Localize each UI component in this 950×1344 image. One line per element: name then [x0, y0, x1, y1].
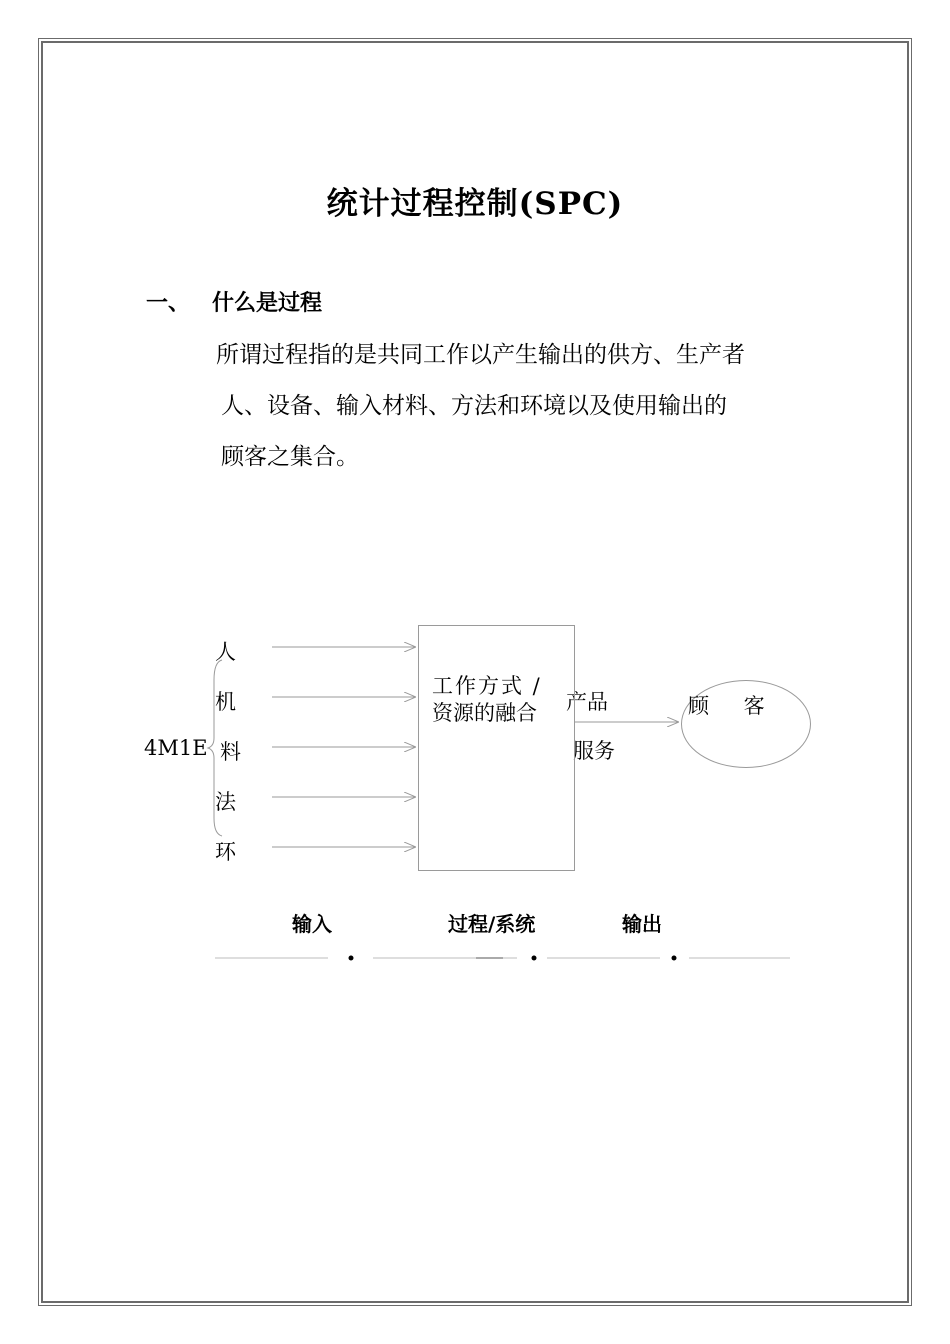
input-label-material: 料 — [220, 740, 241, 764]
input-label-method: 法 — [215, 790, 236, 814]
section-heading: 什么是过程 — [212, 290, 323, 316]
paragraph-line-2: 人、设备、输入材料、方法和环境以及使用输出的 — [221, 393, 727, 419]
customer-label: 顾 客 — [688, 694, 779, 718]
paragraph-line-3: 顾客之集合。 — [221, 444, 359, 470]
timeline-dot-1 — [349, 956, 354, 961]
page-title: 统计过程控制(SPC) — [326, 186, 624, 222]
process-box — [418, 625, 575, 871]
stage-label-output: 输出 — [622, 912, 662, 936]
output-label-product: 产品 — [566, 690, 608, 714]
input-label-environment: 环 — [215, 840, 236, 864]
timeline-dot-2 — [532, 956, 537, 961]
stage-label-process: 过程/系统 — [448, 912, 536, 936]
group-label-4m1e: 4M1E — [144, 736, 208, 760]
process-box-text — [432, 673, 542, 727]
paragraph-line-1: 所谓过程指的是共同工作以产生输出的供方、生产者 — [216, 342, 745, 368]
timeline-dot-3 — [672, 956, 677, 961]
output-label-service: 服务 — [573, 739, 615, 763]
section-number: 一、 — [146, 290, 191, 316]
stage-label-input: 输入 — [292, 912, 332, 936]
process-box-line-1: 工作方式 / — [432, 674, 542, 698]
input-label-machine: 机 — [215, 690, 236, 714]
process-box-line-2: 资源的融合 — [432, 701, 537, 725]
input-label-people: 人 — [215, 640, 236, 664]
